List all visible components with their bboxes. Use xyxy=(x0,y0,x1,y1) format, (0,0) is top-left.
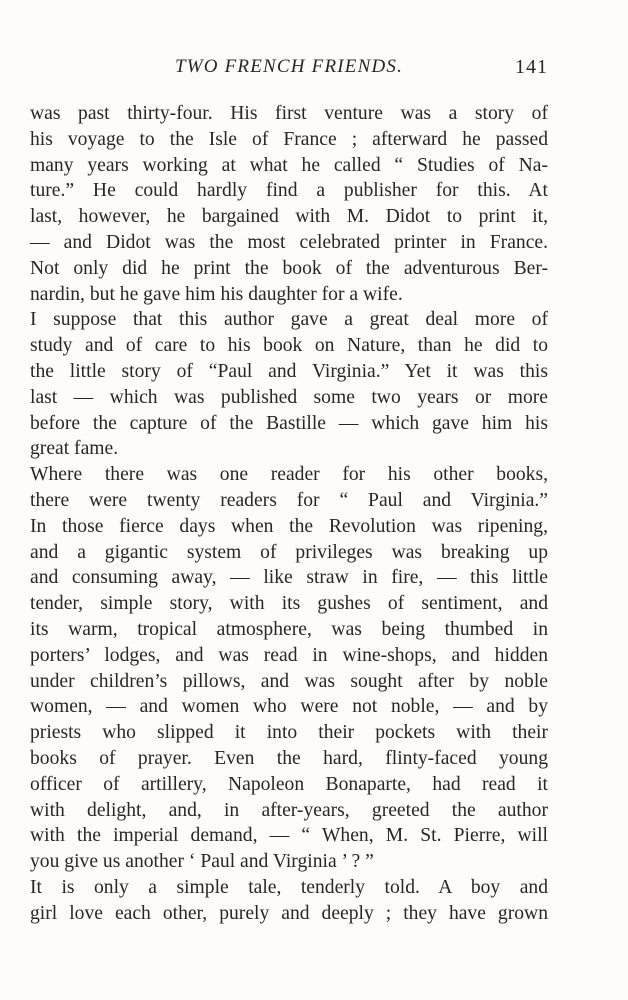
text-line: officer of artillery, Napoleon Bonaparte, had read it xyxy=(30,773,548,795)
text-line: nardin, but he gave him his daughter for a wife. xyxy=(30,283,403,305)
text-line: In those fierce days when the Revolution was ripening, xyxy=(30,515,548,537)
text-line: study and of care to his book on Nature, than he did to xyxy=(30,335,548,357)
page-number: 141 xyxy=(515,56,548,78)
text-line: porters’ lodges, and was read in wine-shops, and hidden xyxy=(30,644,548,666)
chapter-title: TWO FRENCH FRIENDS. xyxy=(174,56,404,77)
text-line: tender, simple story, with its gushes of sentiment, and xyxy=(30,593,548,615)
text-line: It is only a simple tale, tenderly told. A boy and xyxy=(30,876,548,898)
text-line: with the imperial demand, — “ When, M. St. Pierre, will xyxy=(30,825,548,847)
text-line: the little story of “Paul and Virginia.” Yet it was this xyxy=(30,360,548,382)
text-line: books of prayer. Even the hard, flinty-faced young xyxy=(30,747,548,769)
text-line: there were twenty readers for “ Paul and Virginia.” xyxy=(30,489,548,511)
text-line: last — which was published some two years or more xyxy=(30,386,548,408)
text-line: ture.” He could hardly find a publisher for this. At xyxy=(30,180,548,202)
text-line: was past thirty-four. His first venture was a story of xyxy=(30,103,548,124)
text-line: great fame. xyxy=(30,438,119,460)
text-line: you give us another ‘ Paul and Virginia ’ ? ” xyxy=(30,851,374,873)
running-head xyxy=(30,56,548,84)
text-line: — and Didot was the most celebrated printer in France. xyxy=(30,231,548,253)
text-line: under children’s pillows, and was sought after by noble xyxy=(30,670,548,692)
text-line: last, however, he bargained with M. Didot to print it, xyxy=(30,206,548,228)
body-text xyxy=(30,101,548,927)
text-line: his voyage to the Isle of France ; afterward he passed xyxy=(30,128,548,150)
text-line: many years working at what he called “ Studies of Na- xyxy=(30,154,548,176)
text-line: its warm, tropical atmosphere, was being thumbed in xyxy=(30,618,548,640)
text-line: and a gigantic system of privileges was breaking up xyxy=(30,541,548,563)
text-line: before the capture of the Bastille — which gave him his xyxy=(30,412,548,434)
text-line: priests who slipped it into their pockets with their xyxy=(30,722,548,744)
text-line: with delight, and, in after-years, greeted the author xyxy=(30,799,548,821)
text-line: Not only did he print the book of the adventurous Ber- xyxy=(30,257,548,279)
text-line: and consuming away, — like straw in fire, — this little xyxy=(30,567,548,589)
text-line: girl love each other, purely and deeply ; they have grown xyxy=(30,902,548,924)
text-line: Where there was one reader for his other books, xyxy=(30,464,548,486)
text-line: I suppose that this author gave a great deal more of xyxy=(30,309,548,331)
text-line: women, — and women who were not noble, — and by xyxy=(30,696,548,718)
